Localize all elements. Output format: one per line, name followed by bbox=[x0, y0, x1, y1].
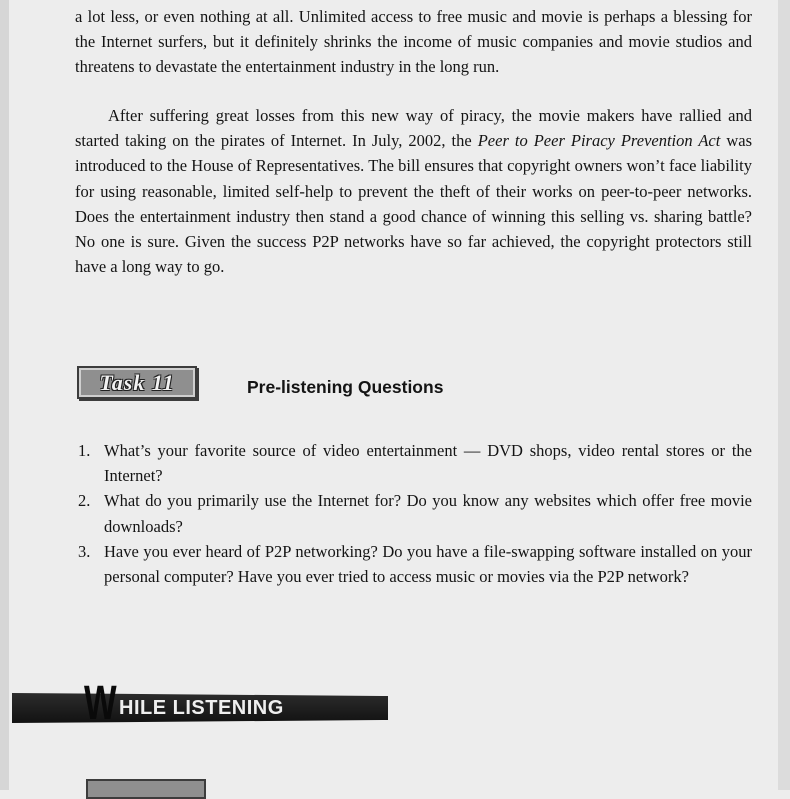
paragraph-2-text-b: was introduced to the House of Representatives. The bill ensures that copyright owners won’t face liability for using reasonable, limited self-help to prevent the theft of their works on peer-to-peer networks. Does the entertainment industry then stand a good chance of winning this selling vs. sharing battle? No one is sure. Given the success P2P networks have so far achieved, the copyright protectors still have a long way to go. bbox=[75, 131, 753, 277]
section-banner-title: HILE LISTENING bbox=[119, 697, 284, 719]
question-text: What do you primarily use the Internet for? Do you know any websites which offer free movie downloads? bbox=[104, 491, 752, 536]
paragraph-1: a lot less, or even nothing at all. Unlimited access to free music and movie is perhaps a blessing for the Internet surfers, but it definitely shrinks the income of music companies and movie studios and threatens to devastate the entertainment industry in the long run. bbox=[75, 7, 752, 77]
task-badge-label: Task 11 bbox=[99, 369, 175, 395]
next-task-badge bbox=[86, 779, 206, 799]
question-number: 3. bbox=[78, 541, 91, 561]
question-list bbox=[78, 438, 752, 589]
question-text: What’s your favorite source of video entertainment — DVD shops, video rental stores or the Internet? bbox=[104, 441, 752, 486]
question-item bbox=[78, 539, 752, 589]
question-number: 1. bbox=[78, 441, 91, 460]
paragraph-2 bbox=[75, 103, 752, 279]
question-item bbox=[78, 488, 752, 538]
act-title: Peer to Peer Piracy Prevention Act bbox=[477, 131, 721, 151]
page-edge-left bbox=[0, 0, 9, 790]
question-item bbox=[78, 438, 752, 488]
question-number: 2. bbox=[78, 491, 91, 511]
page-edge-right bbox=[778, 0, 790, 790]
paragraph-2-text-a: After suffering great losses from this new way of piracy, the movie makers have rallied and started taking on the pirates of Internet. In July, 2002, the bbox=[75, 106, 752, 151]
question-text: Have you ever heard of P2P networking? Do you have a file-swapping software installed on your personal computer? Have you ever tried to access music or movies via the P2P network? bbox=[104, 541, 752, 587]
section-banner-initial: W bbox=[84, 677, 117, 730]
task-badge bbox=[77, 366, 197, 399]
task-title: Pre-listening Questions bbox=[247, 377, 444, 397]
